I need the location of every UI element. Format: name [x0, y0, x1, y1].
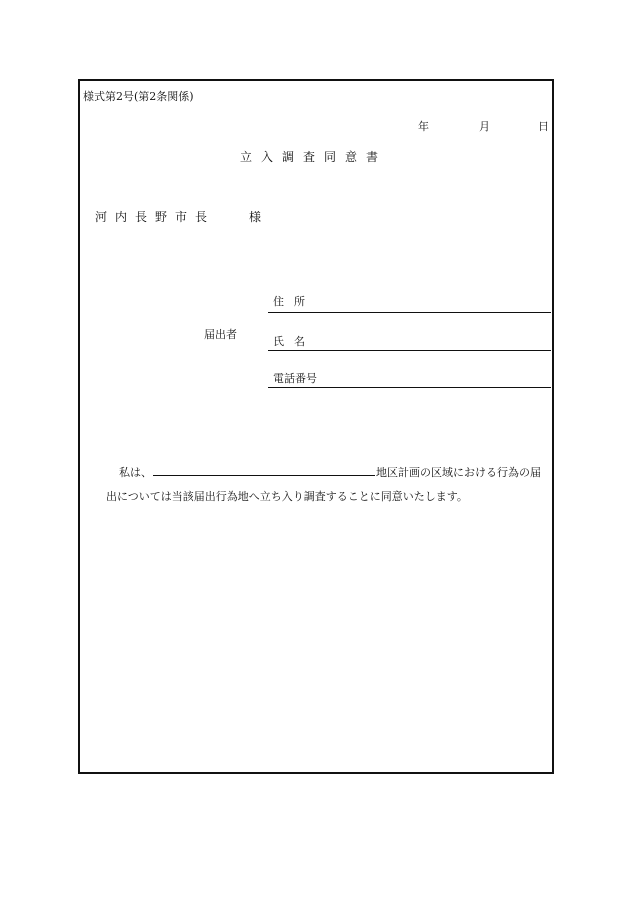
phone-field-line[interactable] [268, 387, 551, 388]
applicant-label: 届出者 [204, 328, 237, 341]
form-frame [78, 79, 554, 774]
address-field-line[interactable] [268, 312, 551, 313]
district-name-blank[interactable] [153, 464, 375, 476]
consent-statement-line2: 出については当該届出行為地へ立ち入り調査することに同意いたします。 [106, 490, 468, 503]
consent-statement-line1 [119, 464, 541, 480]
addressee-honorific: 様 [249, 210, 262, 224]
date-month-label: 月 [479, 120, 490, 133]
consent-line1-suffix: 地区計画の区域における行為の届 [376, 466, 541, 479]
phone-field-label: 電話番号 [273, 372, 317, 385]
form-number: 様式第2号(第2条関係) [83, 90, 194, 103]
consent-prefix: 私は、 [119, 466, 152, 479]
address-field-label: 住所 [273, 295, 315, 308]
document-title: 立入調査同意書 [240, 150, 388, 164]
date-year-label: 年 [418, 120, 429, 133]
name-field-label: 氏名 [273, 335, 315, 348]
date-day-label: 日 [538, 120, 549, 133]
addressee-name: 河内長野市長 [95, 210, 216, 224]
name-field-line[interactable] [268, 350, 551, 351]
